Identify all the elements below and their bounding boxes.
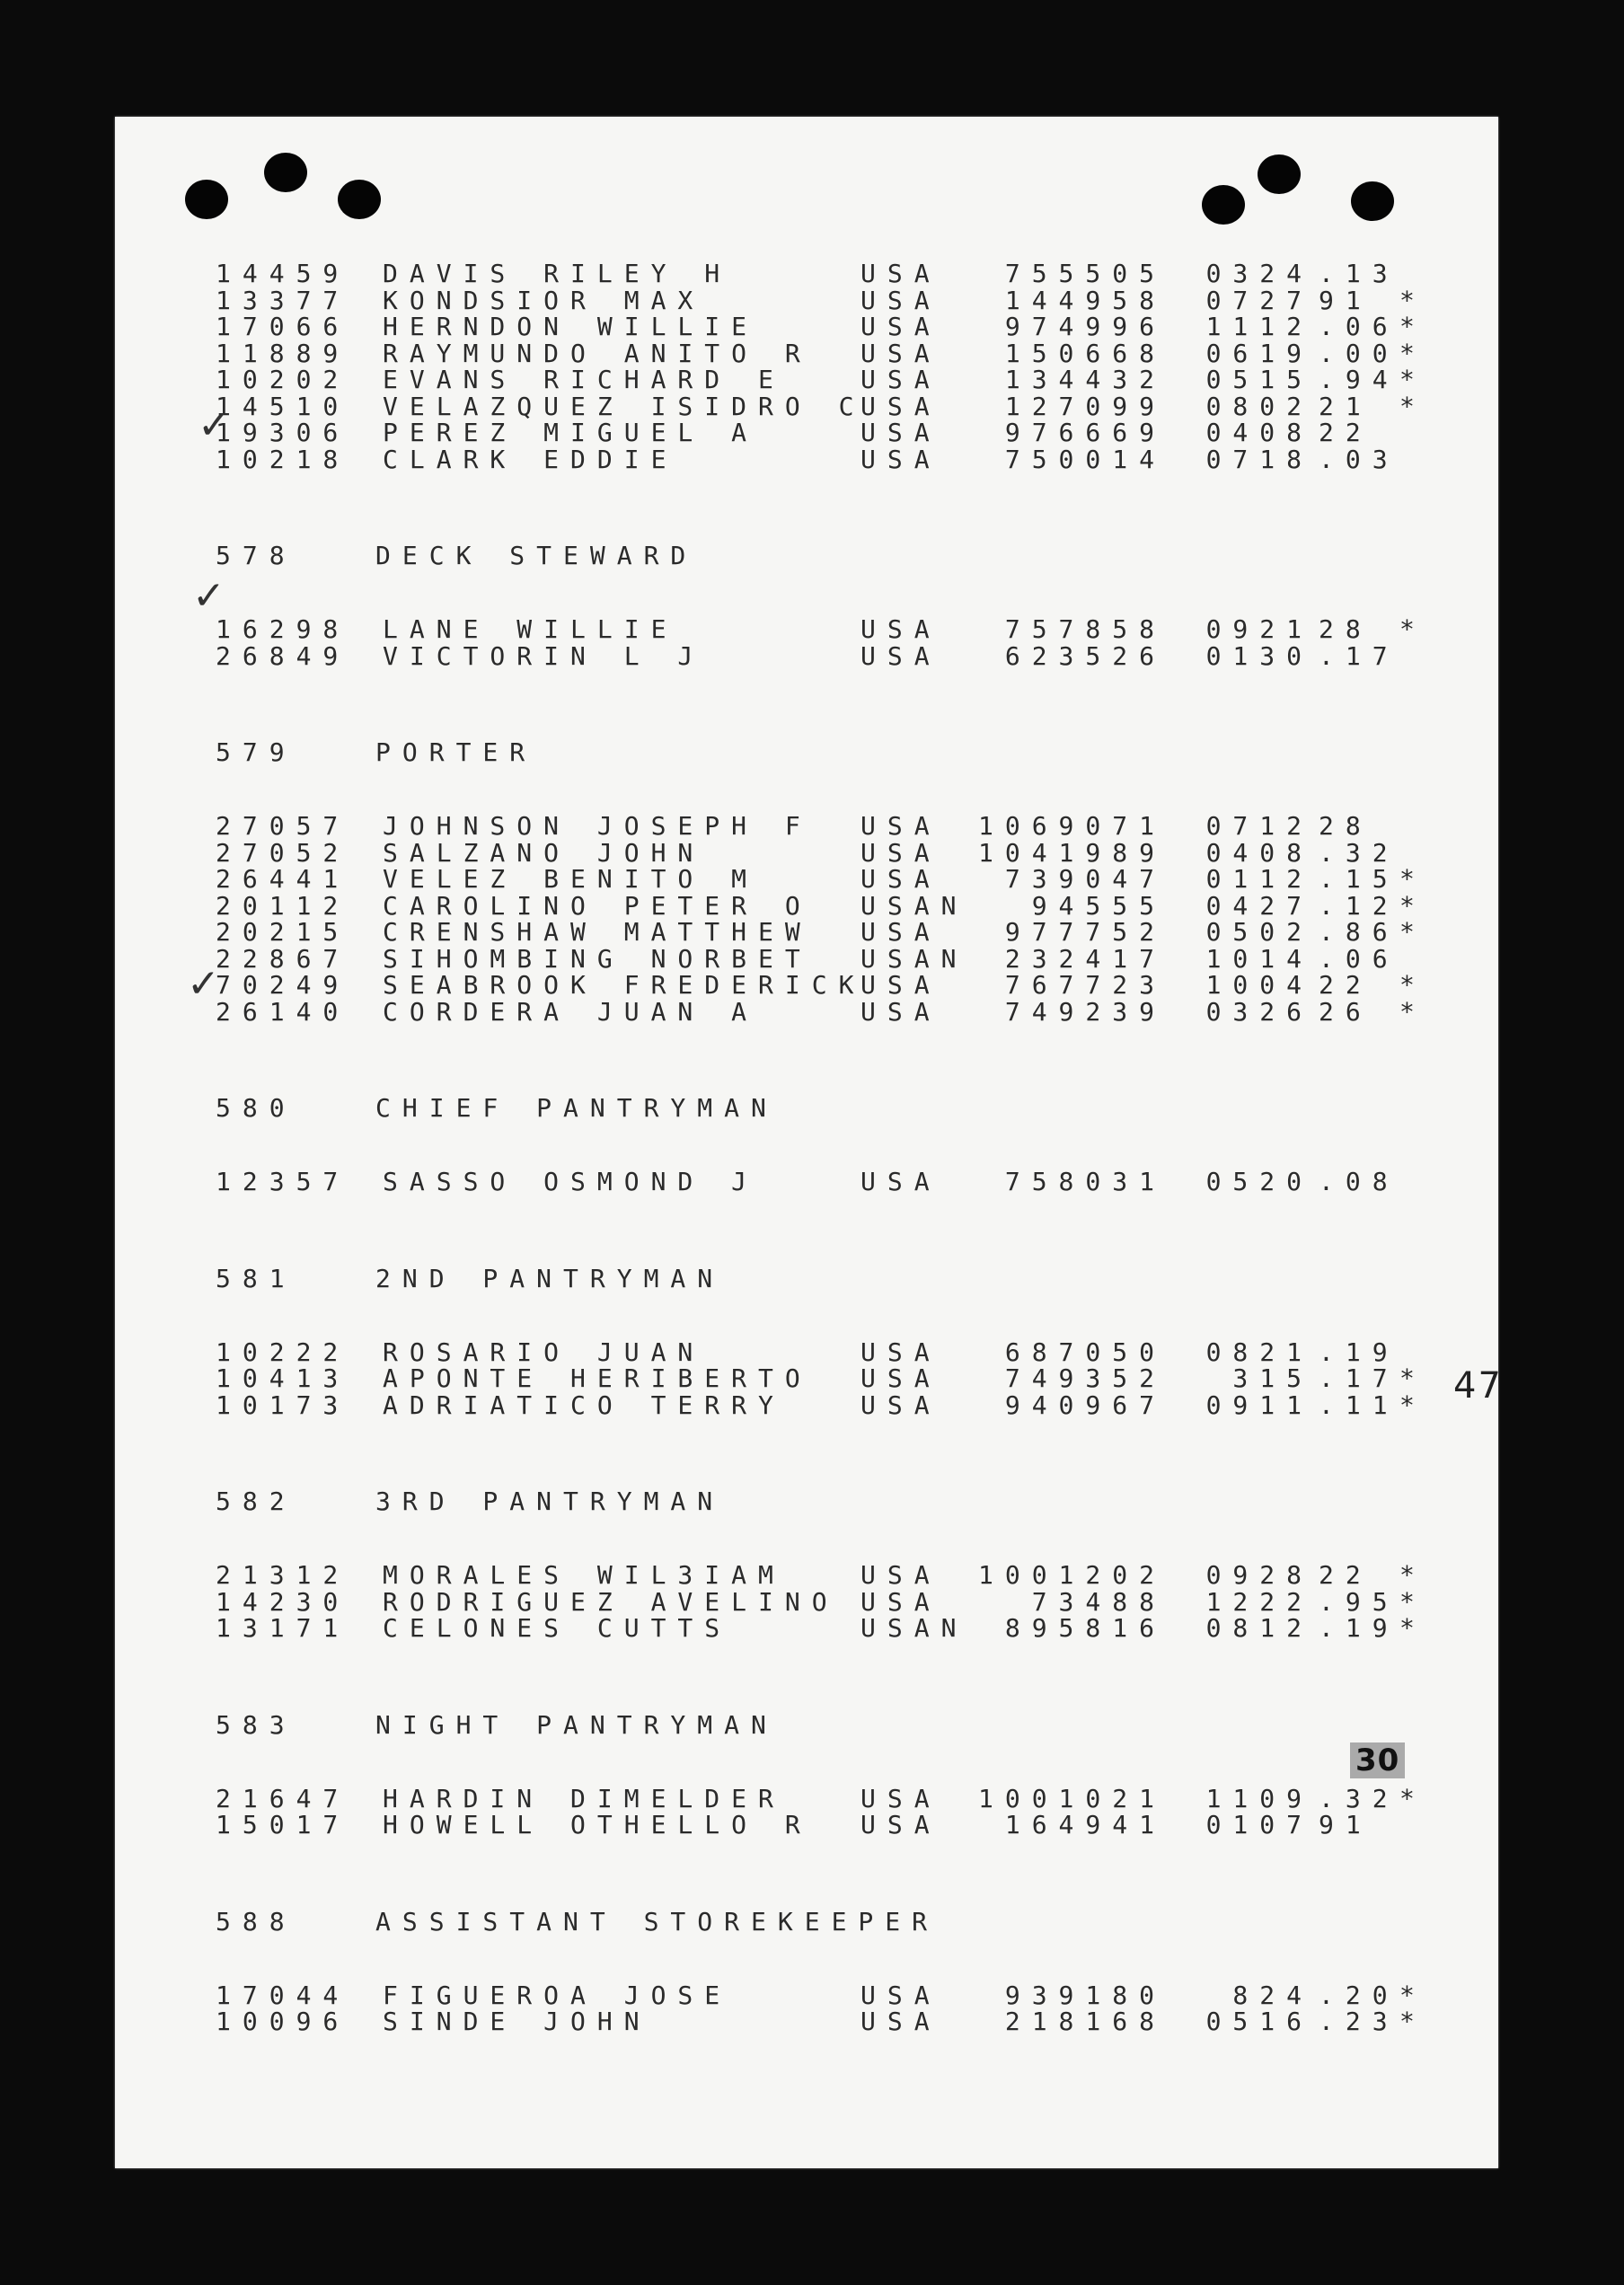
- section-code: 579: [216, 737, 296, 767]
- nationality: USA: [861, 1390, 941, 1420]
- document-number: 939180: [1004, 1980, 1166, 2010]
- document-number: 134432: [1004, 365, 1166, 394]
- nationality: USA: [861, 1980, 941, 2010]
- nationality: USA: [861, 1810, 941, 1839]
- employee-id: 10222: [216, 1337, 350, 1367]
- flag-mark: *: [1399, 614, 1426, 644]
- employee-name: CAROLINO PETER O: [383, 890, 812, 921]
- nationality: USA: [861, 444, 941, 474]
- amount: .94: [1319, 365, 1399, 394]
- employee-id: 17044: [216, 1980, 350, 2010]
- flag-mark: *: [1399, 864, 1426, 894]
- date-code: 1004: [1205, 970, 1313, 1000]
- employee-id: 13171: [216, 1613, 350, 1643]
- section-code: 580: [216, 1093, 296, 1123]
- date-code: 0326: [1205, 996, 1313, 1027]
- document-number: 150668: [1004, 338, 1166, 368]
- flag-mark: *: [1399, 1560, 1426, 1590]
- punch-hole: [185, 180, 228, 219]
- document-number: 977752: [1004, 917, 1166, 947]
- date-code: 0821: [1205, 1337, 1313, 1367]
- section-title: 3RD PANTRYMAN: [375, 1487, 725, 1516]
- nationality: USA: [861, 811, 941, 841]
- document-number: 749352: [1004, 1363, 1166, 1393]
- employee-id: 14459: [216, 259, 350, 288]
- document-number: 757858: [1004, 614, 1166, 644]
- document-number: 739047: [1004, 864, 1166, 894]
- employee-id: 13377: [216, 285, 350, 315]
- amount: .06: [1319, 312, 1399, 341]
- amount: .20: [1319, 1980, 1399, 2010]
- employee-name: CLARK EDDIE: [383, 444, 678, 474]
- section-title: 2ND PANTRYMAN: [375, 1263, 725, 1293]
- amount: 22: [1319, 418, 1372, 447]
- amount: .95: [1319, 1586, 1399, 1617]
- employee-name: SASSO OSMOND J: [383, 1167, 759, 1196]
- amount: .06: [1319, 943, 1399, 974]
- employee-id: 17066: [216, 312, 350, 341]
- date-code: 0408: [1205, 837, 1313, 868]
- amount: 21: [1319, 391, 1372, 421]
- section-title: DECK STEWARD: [375, 541, 698, 570]
- employee-id: 10218: [216, 444, 350, 474]
- document-page: [115, 117, 1503, 2168]
- amount: .17: [1319, 1363, 1399, 1393]
- employee-name: SALZANO JOHN: [383, 837, 705, 868]
- amount: .12: [1319, 890, 1399, 921]
- punch-hole: [264, 153, 307, 192]
- employee-name: JOHNSON JOSEPH F: [383, 811, 812, 841]
- employee-name: FIGUEROA JOSE: [383, 1980, 732, 2010]
- section-title: PORTER: [375, 737, 537, 767]
- amount: .03: [1319, 444, 1399, 474]
- employee-name: APONTE HERIBERTO: [383, 1363, 812, 1393]
- page-stamp: 30: [1350, 1742, 1405, 1778]
- employee-name: SIHOMBING NORBET: [383, 943, 812, 974]
- date-code: 0727: [1205, 285, 1313, 315]
- flag-mark: *: [1399, 1613, 1426, 1643]
- nationality: USA: [861, 917, 941, 947]
- employee-name: VICTORIN L J: [383, 640, 705, 671]
- employee-name: VELAZQUEZ ISIDRO C: [383, 391, 866, 421]
- employee-name: KONDSIOR MAX: [383, 285, 705, 315]
- employee-name: HARDIN DIMELDER: [383, 1783, 785, 1813]
- nationality: USA: [861, 1560, 941, 1590]
- employee-id: 10202: [216, 365, 350, 394]
- nationality: USA: [861, 1586, 941, 1617]
- employee-name: CRENSHAW MATTHEW: [383, 917, 812, 947]
- amount: .15: [1319, 864, 1399, 894]
- employee-name: ADRIATICO TERRY: [383, 1390, 785, 1420]
- employee-id: 10173: [216, 1390, 350, 1420]
- employee-id: 20215: [216, 917, 350, 947]
- employee-name: HOWELL OTHELLO R: [383, 1810, 812, 1839]
- document-number: 767723: [1004, 970, 1166, 1000]
- employee-id: 16298: [216, 614, 350, 644]
- employee-id: 22867: [216, 943, 350, 974]
- employee-id: 26441: [216, 864, 350, 894]
- document-number: 1041989: [977, 837, 1166, 868]
- date-code: 0107: [1205, 1810, 1313, 1839]
- employee-name: HERNDON WILLIE: [383, 312, 759, 341]
- flag-mark: *: [1399, 890, 1426, 921]
- date-code: 0911: [1205, 1390, 1313, 1420]
- flag-mark: *: [1399, 2007, 1426, 2036]
- nationality: USA: [861, 2007, 941, 2036]
- nationality: USAN: [861, 890, 968, 921]
- date-code: 0802: [1205, 391, 1313, 421]
- nationality: USA: [861, 1783, 941, 1813]
- nationality: USA: [861, 837, 941, 868]
- flag-mark: *: [1399, 970, 1426, 1000]
- employee-name: RAYMUNDO ANITO R: [383, 338, 812, 368]
- nationality: USA: [861, 1337, 941, 1367]
- document-number: 94555: [1031, 890, 1166, 921]
- document-number: 750014: [1004, 444, 1166, 474]
- amount: .11: [1319, 1390, 1399, 1420]
- amount: 26: [1319, 996, 1372, 1027]
- amount: 28: [1319, 614, 1372, 644]
- employee-name: VELEZ BENITO M: [383, 864, 759, 894]
- date-code: 824: [1232, 1980, 1313, 2010]
- document-number: 940967: [1004, 1390, 1166, 1420]
- nationality: USA: [861, 312, 941, 341]
- employee-id: 21312: [216, 1560, 350, 1590]
- date-code: 0130: [1205, 640, 1313, 671]
- nationality: USA: [861, 996, 941, 1027]
- date-code: 1014: [1205, 943, 1313, 974]
- document-number: 127099: [1004, 391, 1166, 421]
- nationality: USA: [861, 614, 941, 644]
- employee-id: 10413: [216, 1363, 350, 1393]
- document-number: 164941: [1004, 1810, 1166, 1839]
- flag-mark: *: [1399, 285, 1426, 315]
- section-code: 588: [216, 1906, 296, 1937]
- nationality: USA: [861, 338, 941, 368]
- date-code: 0712: [1205, 811, 1313, 841]
- date-code: 0718: [1205, 444, 1313, 474]
- nationality: USA: [861, 365, 941, 394]
- flag-mark: *: [1399, 338, 1426, 368]
- date-code: 0408: [1205, 418, 1313, 447]
- flag-mark: *: [1399, 1586, 1426, 1617]
- document-number: 218168: [1004, 2007, 1166, 2036]
- amount: .08: [1319, 1167, 1399, 1196]
- document-number: 976669: [1004, 418, 1166, 447]
- employee-name: CORDERA JUAN A: [383, 996, 759, 1027]
- section-title: ASSISTANT STOREKEEPER: [375, 1906, 940, 1937]
- employee-id: 70249: [216, 970, 350, 1000]
- amount: 22: [1319, 1560, 1372, 1590]
- employee-id: 27052: [216, 837, 350, 868]
- nationality: USA: [861, 1363, 941, 1393]
- employee-name: DAVIS RILEY H: [383, 259, 732, 288]
- date-code: 0928: [1205, 1560, 1313, 1590]
- nationality: USAN: [861, 943, 968, 974]
- employee-id: 21647: [216, 1783, 350, 1813]
- date-code: 1112: [1205, 312, 1313, 341]
- document-number: 1001021: [977, 1783, 1166, 1813]
- date-code: 0619: [1205, 338, 1313, 368]
- employee-id: 15017: [216, 1810, 350, 1839]
- document-number: 232417: [1004, 943, 1166, 974]
- flag-mark: *: [1399, 1783, 1426, 1813]
- flag-mark: *: [1399, 312, 1426, 341]
- nationality: USA: [861, 391, 941, 421]
- date-code: 0516: [1205, 2007, 1313, 2036]
- employee-id: 19306: [216, 418, 350, 447]
- document-number: 755505: [1004, 259, 1166, 288]
- employee-name: ROSARIO JUAN: [383, 1337, 705, 1367]
- date-code: 0921: [1205, 614, 1313, 644]
- amount: .23: [1319, 2007, 1399, 2036]
- flag-mark: *: [1399, 391, 1426, 421]
- amount: .32: [1319, 1783, 1399, 1813]
- employee-name: PEREZ MIGUEL A: [383, 418, 759, 447]
- document-number: 73488: [1031, 1586, 1166, 1617]
- document-number: 749239: [1004, 996, 1166, 1027]
- document-number: 1001202: [977, 1560, 1166, 1590]
- employee-name: LANE WILLIE: [383, 614, 678, 644]
- date-code: 1109: [1205, 1783, 1313, 1813]
- flag-mark: *: [1399, 1363, 1426, 1393]
- handwritten-note: 47: [1453, 1365, 1503, 1407]
- employee-id: 14510: [216, 391, 350, 421]
- date-code: 0812: [1205, 1613, 1313, 1643]
- employee-id: 10096: [216, 2007, 350, 2036]
- employee-name: SINDE JOHN: [383, 2007, 651, 2036]
- section-code: 578: [216, 541, 296, 570]
- flag-mark: *: [1399, 1980, 1426, 2010]
- document-number: 1069071: [977, 811, 1166, 841]
- date-code: 0112: [1205, 864, 1313, 894]
- employee-name: EVANS RICHARD E: [383, 365, 785, 394]
- nationality: USAN: [861, 1613, 968, 1643]
- flag-mark: *: [1399, 365, 1426, 394]
- document-number: 623526: [1004, 640, 1166, 671]
- flag-mark: *: [1399, 996, 1426, 1027]
- employee-id: 26140: [216, 996, 350, 1027]
- nationality: USA: [861, 970, 941, 1000]
- employee-id: 26849: [216, 640, 350, 671]
- section-code: 581: [216, 1263, 296, 1293]
- employee-name: SEABROOK FREDERICK: [383, 970, 866, 1000]
- employee-name: MORALES WIL3IAM: [383, 1560, 785, 1590]
- employee-name: CELONES CUTTS: [383, 1613, 732, 1643]
- punch-hole: [338, 180, 381, 219]
- date-code: 1222: [1205, 1586, 1313, 1617]
- nationality: USA: [861, 640, 941, 671]
- section-title: NIGHT PANTRYMAN: [375, 1709, 778, 1740]
- flag-mark: *: [1399, 917, 1426, 947]
- amount: .17: [1319, 640, 1399, 671]
- date-code: 315: [1232, 1363, 1313, 1393]
- amount: 28: [1319, 811, 1372, 841]
- nationality: USA: [861, 1167, 941, 1196]
- amount: .00: [1319, 338, 1399, 368]
- nationality: USA: [861, 418, 941, 447]
- amount: .19: [1319, 1337, 1399, 1367]
- amount: 91: [1319, 285, 1372, 315]
- amount: .19: [1319, 1613, 1399, 1643]
- employee-id: 20112: [216, 890, 350, 921]
- date-code: 0502: [1205, 917, 1313, 947]
- employee-name: RODRIGUEZ AVELINO: [383, 1586, 839, 1617]
- date-code: 0515: [1205, 365, 1313, 394]
- document-number: 687050: [1004, 1337, 1166, 1367]
- check-mark-icon: ✓: [187, 961, 220, 1007]
- flag-mark: *: [1399, 1390, 1426, 1420]
- document-number: 974996: [1004, 312, 1166, 341]
- section-code: 582: [216, 1487, 296, 1516]
- punch-hole: [1351, 181, 1394, 221]
- amount: .32: [1319, 837, 1399, 868]
- section-title: CHIEF PANTRYMAN: [375, 1093, 778, 1123]
- date-code: 0427: [1205, 890, 1313, 921]
- section-code: 583: [216, 1709, 296, 1740]
- document-number: 144958: [1004, 285, 1166, 315]
- amount: 22: [1319, 970, 1372, 1000]
- nationality: USA: [861, 285, 941, 315]
- punch-hole: [1258, 154, 1301, 194]
- nationality: USA: [861, 864, 941, 894]
- document-number: 895816: [1004, 1613, 1166, 1643]
- employee-id: 12357: [216, 1167, 350, 1196]
- date-code: 0520: [1205, 1167, 1313, 1196]
- date-code: 0324: [1205, 259, 1313, 288]
- employee-id: 14230: [216, 1586, 350, 1617]
- employee-id: 11889: [216, 338, 350, 368]
- punch-hole: [1202, 185, 1245, 225]
- amount: 91: [1319, 1810, 1372, 1839]
- check-mark-icon: ✓: [192, 573, 225, 619]
- document-number: 758031: [1004, 1167, 1166, 1196]
- employee-id: 27057: [216, 811, 350, 841]
- nationality: USA: [861, 259, 941, 288]
- amount: .86: [1319, 917, 1399, 947]
- amount: .13: [1319, 259, 1399, 288]
- check-mark-icon: ✓: [198, 402, 231, 448]
